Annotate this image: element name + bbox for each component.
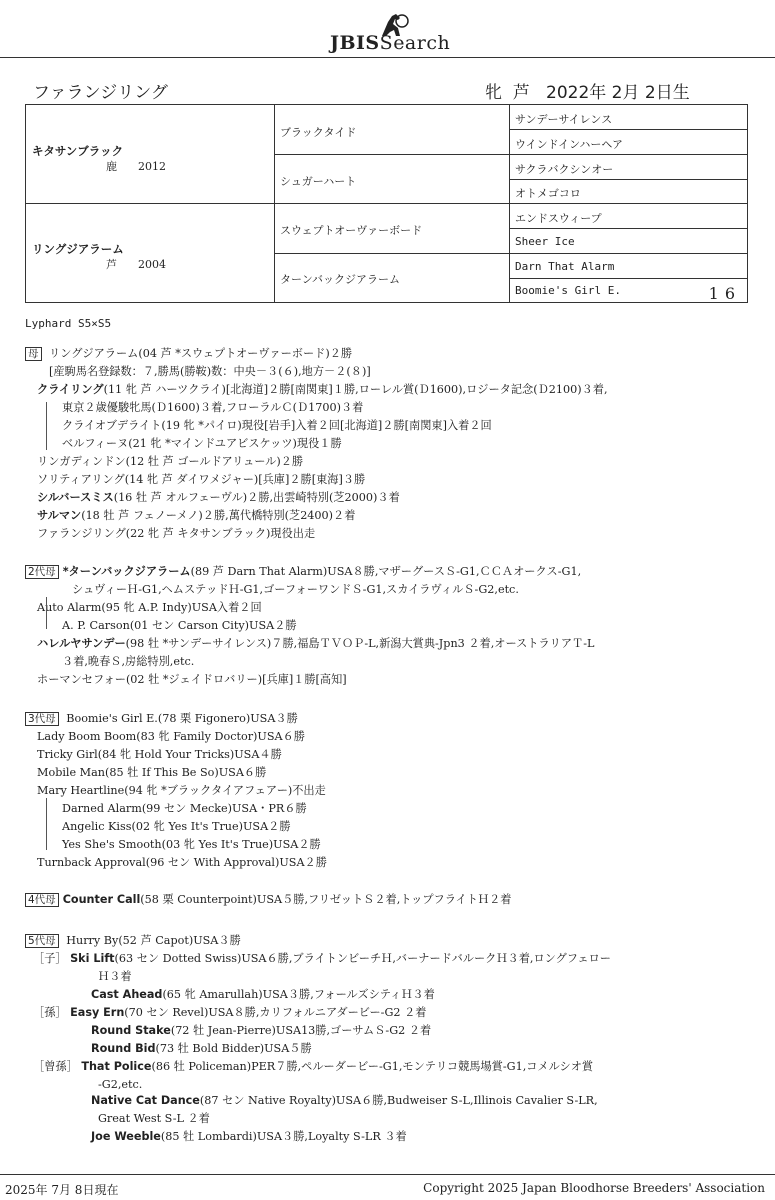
line-text: ファランジリング(22 牝 芦 キタサンブラック)現役出走 xyxy=(37,527,316,540)
horse-link[interactable]: Native Cat Dance xyxy=(91,1094,200,1107)
inbreeding-info: Lyphard S5×S5 xyxy=(25,317,112,330)
horse-link[interactable]: Ski Lift xyxy=(70,952,115,965)
horse-link[interactable]: ハレルヤサンデー xyxy=(37,637,126,650)
family-line xyxy=(37,637,594,651)
family-line xyxy=(98,970,132,984)
footer-divider xyxy=(0,1174,775,1175)
line-text: Boomie's Girl E.(78 栗 Figonero)USA３勝 xyxy=(62,712,298,725)
horse-link[interactable]: クライリング xyxy=(37,383,104,396)
g3-ancestor[interactable]: Boomie's Girl E. xyxy=(515,284,621,297)
family-line xyxy=(37,766,266,780)
family-line xyxy=(37,784,326,798)
relation-label: ［子］ xyxy=(33,952,71,965)
family-line xyxy=(33,1060,593,1074)
family-line xyxy=(33,952,611,966)
footer-date: 2025年 7月 8日現在 xyxy=(5,1183,119,1197)
logo-text-jbis: JBIS xyxy=(330,32,380,54)
line-text: (70 セン Revel)USA８勝,カリフォルニアダービー-G2 ２着 xyxy=(124,1006,427,1019)
family-line xyxy=(37,673,347,687)
line-text: (18 牡 芦 フェノーメノ)２勝,萬代橋特別(芝2400)２着 xyxy=(81,509,356,522)
generation-tag: 母 xyxy=(25,347,42,361)
dam-dam[interactable]: ターンバックジアラーム xyxy=(280,273,401,286)
relation-label: ［曾孫］ xyxy=(33,1060,82,1073)
generation-tag: 2代母 xyxy=(25,565,59,579)
g3-ancestor[interactable]: エンドスウィープ xyxy=(515,212,602,225)
family-line xyxy=(37,383,608,397)
line-text: 東京２歳優駿牝馬(Ｄ1600)３着,フローラルＣ(Ｄ1700)３着 xyxy=(62,401,364,414)
line-text: (72 牡 Jean-Pierre)USA13勝,ゴーサムＳ-G2 ２着 xyxy=(170,1024,432,1037)
dam-name[interactable]: リングジアラーム xyxy=(32,242,124,256)
g3-ancestor[interactable]: オトメゴコロ xyxy=(515,187,581,200)
line-text: Angelic Kiss(02 牝 Yes It's True)USA２勝 xyxy=(62,820,291,833)
line-text: (89 芦 Darn That Alarm)USA８勝,マザーグースＳ-G1,ＣＣＡオークス-G1, xyxy=(190,565,582,578)
family-line xyxy=(62,437,342,451)
horse-title-row xyxy=(33,78,743,102)
horse-link[interactable]: That Police xyxy=(81,1060,152,1073)
family-line xyxy=(37,509,355,523)
line-text: Tricky Girl(84 牝 Hold Your Tricks)USA４勝 xyxy=(37,748,282,761)
sire-color-year: 鹿 2012 xyxy=(106,160,166,173)
family-line xyxy=(25,347,352,361)
family-line xyxy=(33,1006,426,1020)
dam-sire[interactable]: スウェプトオーヴァーボード xyxy=(280,224,423,237)
line-text: リンガディンドン(12 牡 芦 ゴールドアリュール)２勝 xyxy=(37,455,304,468)
line-text: (98 牡 *サンデーサイレンス)７勝,福島ＴＶＯＰ-L,新潟大賞典-Jpn3 ２着,オーストラリアＴ-L xyxy=(125,637,595,650)
line-text: Lady Boom Boom(83 牝 Family Doctor)USA６勝 xyxy=(37,730,305,743)
logo-text-search: Search xyxy=(379,32,451,54)
family-line xyxy=(37,856,327,870)
line-text: Darned Alarm(99 セン Mecke)USA・PR６勝 xyxy=(62,802,307,815)
family-line xyxy=(25,712,298,726)
line-text: リングジアラーム(04 芦 *スウェプトオーヴァーボード)２勝 xyxy=(45,347,353,360)
family-line xyxy=(62,401,363,415)
line-text: (63 セン Dotted Swiss)USA６勝,ブライトンビーチＨ,バーナードバルークＨ３着,ロングフェロー xyxy=(114,952,611,965)
jbis-search-logo[interactable] xyxy=(330,12,460,54)
horse-name: ファランジリング xyxy=(33,83,168,103)
family-line xyxy=(37,601,262,615)
line-text: Ｈ３着 xyxy=(98,970,132,983)
line-text: (86 牡 Policeman)PER７勝,ペルーダービー-G1,モンテリコ競馬場賞-G1,コメルシオ賞 xyxy=(151,1060,594,1073)
horse-link[interactable]: Joe Weeble xyxy=(91,1130,161,1143)
line-text: (85 牡 Lombardi)USA３勝,Loyalty S-LR ３着 xyxy=(160,1130,407,1143)
line-text: Hurry By(52 芦 Capot)USA３勝 xyxy=(62,934,241,947)
family-line xyxy=(49,365,371,379)
line-text: (11 牝 芦 ハーツクライ)[北海道]２勝[南関東]１勝,ローレル賞(Ｄ1600),ロジータ記念(Ｄ2100)３着, xyxy=(103,383,608,396)
line-text: Yes She's Smooth(03 牝 Yes It's True)USA２勝 xyxy=(62,838,321,851)
family-line xyxy=(91,1024,431,1038)
line-text: (16 牡 芦 オルフェーヴル)２勝,出雲崎特別(芝2000)３着 xyxy=(113,491,400,504)
family-line xyxy=(98,1112,210,1126)
family-line xyxy=(25,893,512,907)
family-line xyxy=(62,419,492,433)
horse-link[interactable]: Cast Ahead xyxy=(91,988,163,1001)
line-text: (65 牝 Amarullah)USA３勝,フォールズシティＨ３着 xyxy=(162,988,435,1001)
line-text: A. P. Carson(01 セン Carson City)USA２勝 xyxy=(62,619,297,632)
line-text: (87 セン Native Royalty)USA６勝,Budweiser S-L,Illinois Cavalier S-LR, xyxy=(199,1094,598,1107)
line-text: (73 牡 Bold Bidder)USA５勝 xyxy=(155,1042,312,1055)
line-text: ３着,晩春Ｓ,房総特別,etc. xyxy=(62,655,195,668)
generation-tag: 5代母 xyxy=(25,934,59,948)
sire-name[interactable]: キタサンブラック xyxy=(32,144,124,158)
line-text: Auto Alarm(95 牝 A.P. Indy)USA入着２回 xyxy=(37,601,262,614)
family-line xyxy=(37,491,400,505)
horse-link[interactable]: シルバースミス xyxy=(37,491,114,504)
family-line xyxy=(91,1042,312,1056)
line-text: ソリティアリング(14 牝 芦 ダイワメジャー)[兵庫]２勝[東海]３勝 xyxy=(37,473,366,486)
line-text: クライオブデライト(19 牝 *パイロ)現役[岩手]入着２回[北海道]２勝[南関東]入着２回 xyxy=(62,419,492,432)
g3-ancestor[interactable]: Darn That Alarm xyxy=(515,260,615,273)
header-divider xyxy=(0,57,775,58)
g3-ancestor[interactable]: Sheer Ice xyxy=(515,235,575,248)
line-text: Mobile Man(85 牡 If This Be So)USA６勝 xyxy=(37,766,267,779)
horse-link[interactable]: *ターンバックジアラーム xyxy=(62,565,191,578)
horse-link[interactable]: Counter Call xyxy=(62,893,141,906)
family-connector xyxy=(46,402,47,450)
family-line xyxy=(25,565,581,579)
family-line xyxy=(37,473,365,487)
g3-ancestor[interactable]: サンデーサイレンス xyxy=(515,113,613,126)
line-text: [産駒馬名登録数：７,勝馬(勝鞍)数：中央－３(６),地方－２(８)] xyxy=(49,365,371,378)
relation-label: ［孫］ xyxy=(33,1006,71,1019)
line-text: (58 栗 Counterpoint)USA５勝,フリゼットＳ２着,トップフライトＨ２着 xyxy=(140,893,512,906)
family-line xyxy=(62,802,307,816)
horse-sex-color-birthdate: 牝 芦 2022年 2月 2日生 xyxy=(485,83,690,103)
pedigree-count: 16 xyxy=(708,284,741,303)
sire-dam[interactable]: シュガーハート xyxy=(280,175,357,188)
dam-color-year: 芦 2004 xyxy=(106,258,166,271)
family-line xyxy=(91,988,435,1002)
footer-copyright: Copyright 2025 Japan Bloodhorse Breeders' Association xyxy=(423,1181,765,1195)
g3-ancestor[interactable]: ウインドインハーヘア xyxy=(515,138,624,151)
line-text: Mary Heartline(94 牝 *ブラックタイアフェアー)不出走 xyxy=(37,784,326,797)
family-connector xyxy=(46,597,47,629)
sire-sire[interactable]: ブラックタイド xyxy=(280,126,357,139)
line-text: Great West S-L ２着 xyxy=(98,1112,210,1125)
family-line xyxy=(72,583,519,597)
family-line xyxy=(37,730,305,744)
family-line xyxy=(37,527,315,541)
generation-tag: 4代母 xyxy=(25,893,59,907)
line-text: Turnback Approval(96 セン With Approval)USA２勝 xyxy=(37,856,327,869)
horse-link[interactable]: Round Bid xyxy=(91,1042,156,1055)
family-line xyxy=(91,1130,407,1144)
family-line xyxy=(62,619,297,633)
family-line xyxy=(37,455,303,469)
line-text: シュヴィーＨ-G1,ヘムステッドＨ-G1,ゴーフォーワンドＳ-G1,スカイラヴィルＳ-G2,etc. xyxy=(72,583,519,596)
horse-link[interactable]: Easy Ern xyxy=(70,1006,125,1019)
family-line xyxy=(62,655,194,669)
family-line xyxy=(62,838,321,852)
line-text: -G2,etc. xyxy=(98,1078,143,1091)
g3-ancestor[interactable]: サクラバクシンオー xyxy=(515,163,614,176)
family-line xyxy=(62,820,291,834)
family-line xyxy=(37,748,282,762)
line-text: ベルフィーヌ(21 牝 *マインドユアビスケッツ)現役１勝 xyxy=(62,437,342,450)
site-header xyxy=(0,0,775,60)
pedigree-table xyxy=(25,104,748,303)
family-line xyxy=(98,1078,142,1092)
generation-tag: 3代母 xyxy=(25,712,59,726)
family-connector xyxy=(46,798,47,850)
horse-link[interactable]: サルマン xyxy=(37,509,82,522)
family-line xyxy=(91,1094,598,1108)
line-text: ホーマンセフォー(02 牡 *ジェイドロバリー)[兵庫]１勝[高知] xyxy=(37,673,347,686)
horse-link[interactable]: Round Stake xyxy=(91,1024,171,1037)
family-line xyxy=(25,934,241,948)
